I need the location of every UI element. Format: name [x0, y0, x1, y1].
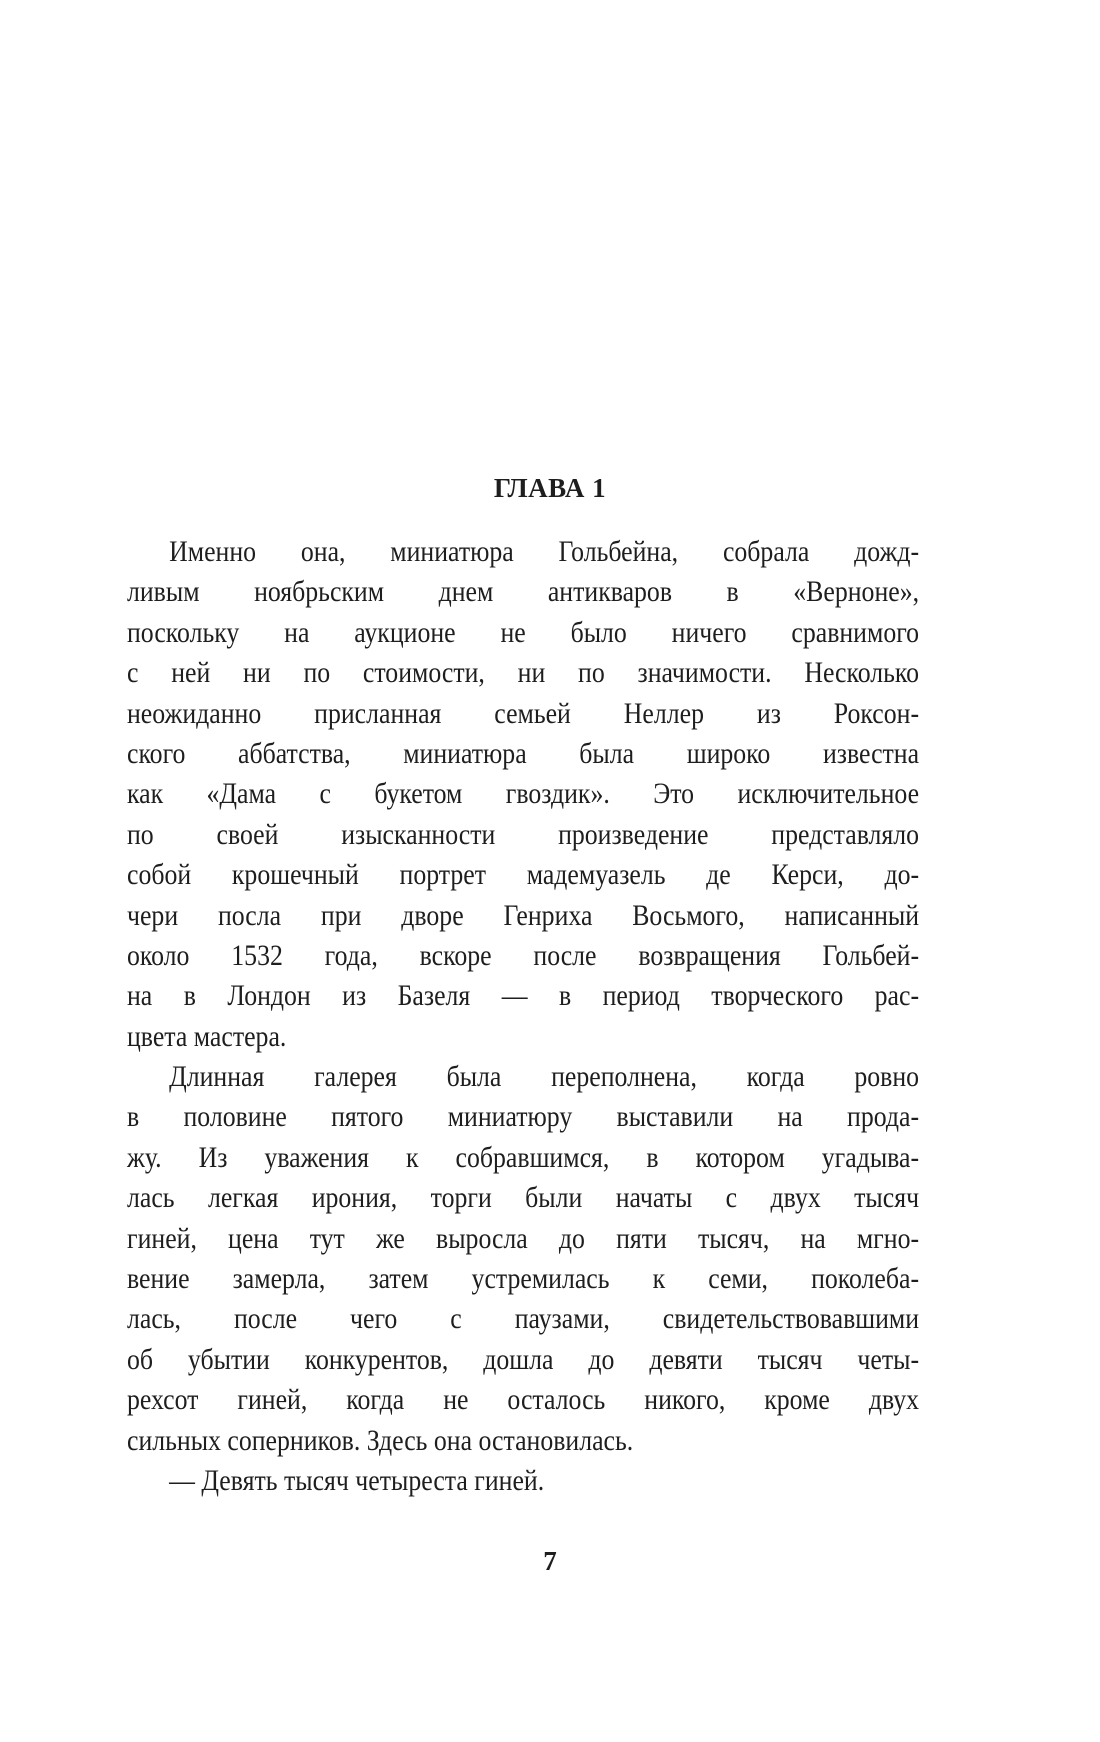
- text-line: чери посла при дворе Генриха Восьмого, написанный: [127, 898, 920, 932]
- chapter-title: ГЛАВА 1: [493, 473, 607, 503]
- dialogue-paragraph: [127, 1461, 919, 1501]
- text-line: сильных соперников. Здесь она остановилась.: [127, 1423, 634, 1457]
- text-line: на в Лондон из Базеля — в период творческого рас-: [127, 979, 920, 1013]
- text-line: лась легкая ирония, торги были начаты с двух тысяч: [127, 1181, 920, 1215]
- text-line: лась, после чего с паузами, свидетельствовавшими: [127, 1302, 920, 1336]
- body-text: [127, 532, 919, 1501]
- text-line: гиней, цена тут же выросла до пяти тысяч, на мгно-: [127, 1221, 920, 1255]
- paragraph: [127, 532, 919, 1057]
- text-line: около 1532 года, вскоре после возвращения Гольбей-: [127, 938, 920, 972]
- text-line: неожиданно присланная семьей Неллер из Роксон-: [127, 696, 920, 730]
- text-line: по своей изысканности произведение представляло: [127, 817, 920, 851]
- text-line: Именно она, миниатюра Гольбейна, собрала дожд-: [169, 535, 920, 568]
- text-line: с ней ни по стоимости, ни по значимости. Несколько: [127, 656, 920, 690]
- page-number: 7: [543, 1546, 557, 1576]
- text-line: собой крошечный портрет мадемуазель де Керси, до-: [127, 858, 920, 892]
- text-line: рехсот гиней, когда не осталось никого, кроме двух: [127, 1383, 920, 1417]
- text-line: ливым ноябрьским днем антикваров в «Верноне»,: [127, 575, 920, 609]
- text-line: Длинная галерея была переполнена, когда ровно: [169, 1060, 920, 1094]
- text-line: как «Дама с букетом гвоздик». Это исключительное: [127, 777, 920, 811]
- paragraph: [127, 1057, 919, 1461]
- text-line: цвета мастера.: [127, 1019, 287, 1053]
- text-line: жу. Из уважения к собравшимся, в котором угадыва-: [127, 1140, 920, 1174]
- text-line: в половине пятого миниатюру выставили на прода-: [127, 1100, 920, 1134]
- dialogue-line: — Девять тысяч четыреста гиней.: [169, 1463, 545, 1497]
- text-line: об убытии конкурентов, дошла до девяти тысяч четы-: [127, 1342, 920, 1376]
- text-line: поскольку на аукционе не было ничего сравнимого: [127, 615, 920, 649]
- text-line: ского аббатства, миниатюра была широко известна: [127, 736, 920, 770]
- text-line: вение замерла, затем устремилась к семи, поколеба-: [127, 1262, 920, 1296]
